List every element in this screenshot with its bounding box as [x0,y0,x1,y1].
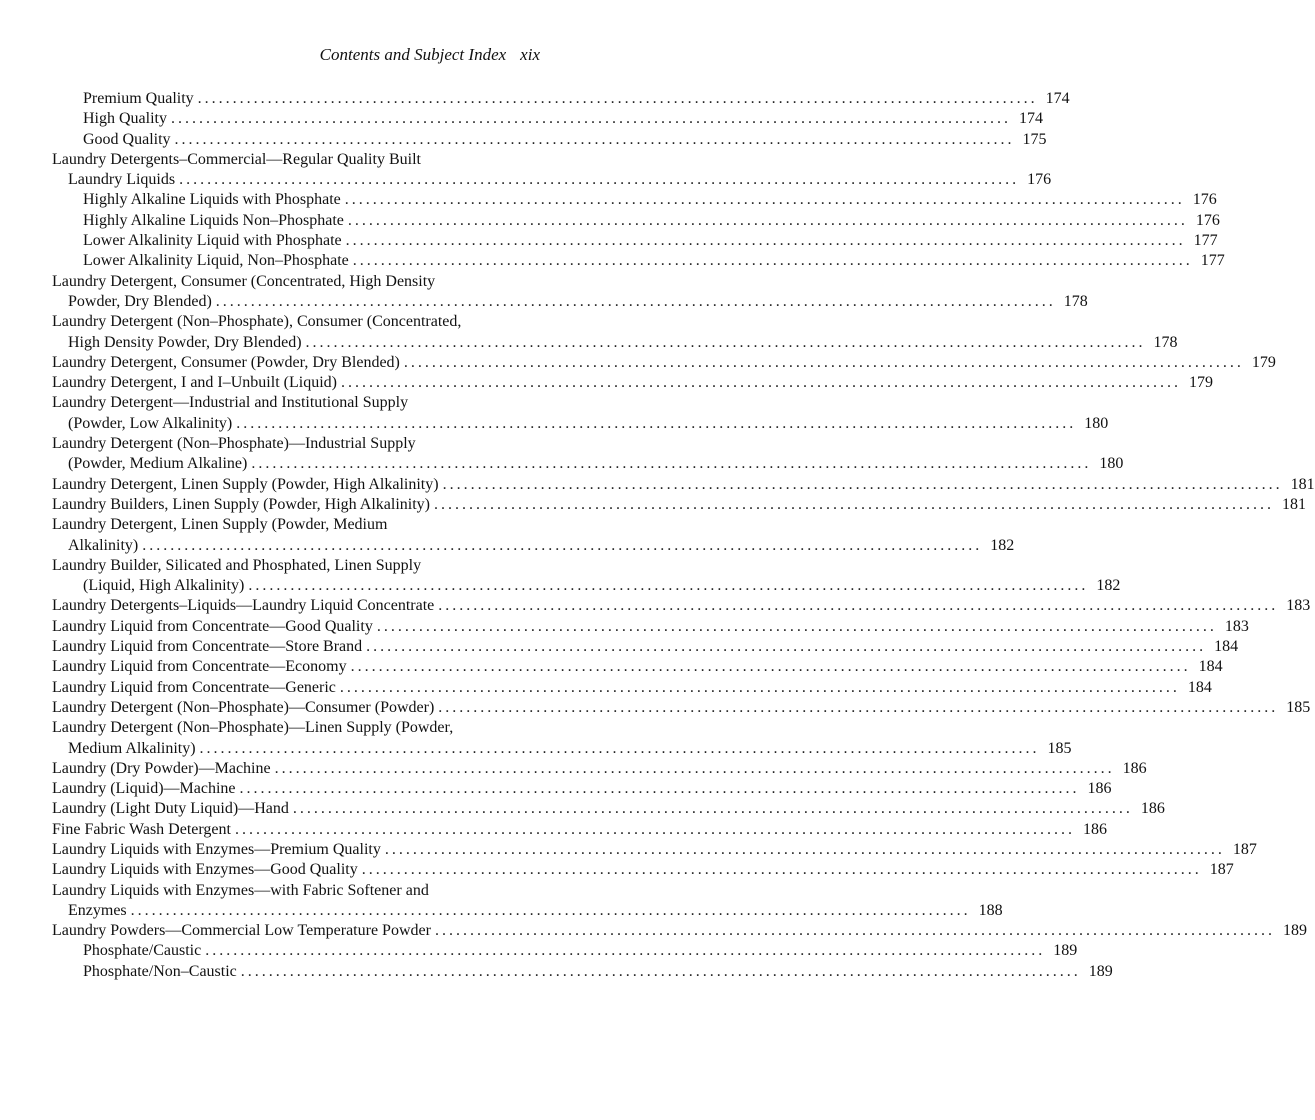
toc-entry-page: 179 [1188,374,1213,392]
toc-entry [52,414,1109,434]
toc-entry [52,698,1311,718]
dot-leader: ........................................................................................................................ [205,942,1046,960]
toc-entry [52,333,1178,353]
toc-entry-text: Laundry Builders, Linen Supply (Powder, High Alkalinity) [52,495,430,513]
toc-entry-text: Laundry (Liquid)—Machine [52,780,236,798]
toc-entry [52,434,540,454]
toc-entry [52,312,540,332]
toc-entry [52,89,1070,109]
toc-entry-page: 186 [1122,759,1147,777]
toc-entry [52,515,540,535]
toc-entry [52,150,540,170]
toc-entry-text: Lower Alkalinity Liquid, Non–Phosphate [83,252,349,270]
toc-entry-text: Laundry Detergent, Linen Supply (Powder, High Alkalinity) [52,475,439,493]
toc-entry-page: 174 [1019,110,1043,128]
toc-entry-text: Laundry Liquids with Enzymes—with Fabric Softener and [52,881,429,899]
toc-entry-text: Alkalinity) [68,536,139,554]
toc-entry-text: Powder, Dry Blended) [68,292,212,310]
toc-entry [52,556,540,576]
toc-entry-page: 183 [1224,617,1249,635]
toc-entry-text: Laundry Detergent, Consumer (Powder, Dry Blended) [52,353,400,371]
toc-entry-page: 186 [1140,800,1165,818]
dot-leader: ........................................................................................................................ [340,374,1181,392]
toc-entry [52,251,1225,271]
dot-leader: ........................................................................................................................ [240,962,1081,980]
toc-entry-text: Phosphate/Caustic [83,942,202,960]
toc-entry [52,292,1088,312]
dot-leader: ........................................................................................................................ [376,617,1217,635]
toc-entry-page: 182 [990,536,1015,554]
toc-entry [52,130,1047,150]
toc-entry-text: Laundry Liquid from Concentrate—Store Brand [52,638,363,656]
toc-entry-text: Premium Quality [83,90,194,107]
toc-entry-text: (Powder, Medium Alkaline) [68,455,248,473]
toc-entry-page: 179 [1251,353,1276,371]
dot-leader: ........................................................................................................................ [179,171,1020,189]
toc-entry [52,170,1052,190]
dot-leader: ........................................................................................................................ [234,820,1075,838]
toc-entry-text: Laundry Builder, Silicated and Phosphated, Linen Supply [52,556,422,574]
toc-entry-text: Laundry Detergent, Linen Supply (Powder, Medium [52,516,388,534]
toc-entry-text: Laundry Liquids with Enzymes—Good Quality [52,861,358,879]
toc-entry-text: Highly Alkaline Liquids with Phosphate [83,191,341,209]
toc-entry [52,109,1043,129]
toc-entry-text: Laundry Detergent (Non–Phosphate)—Industrial Supply [52,435,416,453]
toc-entry-page: 181 [1290,475,1315,493]
table-of-contents [52,89,1315,982]
toc-entry-page: 177 [1193,232,1218,250]
toc-entry [52,678,1212,698]
toc-entry-text: (Liquid, High Alkalinity) [83,577,245,595]
toc-entry-text: (Powder, Low Alkalinity) [68,414,233,432]
toc-entry-text: Laundry Liquid from Concentrate—Generic [52,678,336,696]
toc-entry-page: 175 [1022,130,1047,148]
dot-leader: ........................................................................................................................ [361,861,1202,879]
toc-entry-page: 186 [1082,820,1107,838]
dot-leader: ........................................................................................................................ [171,110,1011,128]
toc-entry [52,779,1112,799]
toc-entry-text: Laundry Detergent—Industrial and Institutional Supply [52,394,409,412]
toc-entry-page: 188 [978,901,1003,919]
dot-leader: ........................................................................................................................ [274,759,1115,777]
toc-entry-text: Laundry Detergents–Commercial—Regular Quality Built [52,150,421,168]
toc-entry [52,921,1307,941]
toc-entry [52,739,1072,759]
dot-leader: ........................................................................................................................ [339,678,1180,696]
toc-entry [52,353,1276,373]
toc-entry-page: 176 [1192,191,1217,209]
toc-entry-page: 181 [1281,495,1306,513]
toc-entry-page: 184 [1214,638,1239,656]
toc-entry-page: 178 [1063,292,1088,310]
toc-entry-page: 184 [1198,658,1223,676]
toc-entry-text: Laundry Detergent (Non–Phosphate)—Linen Supply (Powder, [52,719,454,737]
dot-leader: ........................................................................................................................ [366,638,1207,656]
toc-entry-page: 180 [1099,455,1124,473]
dot-leader: ........................................................................................................................ [197,90,1038,107]
toc-entry-page: 184 [1187,678,1212,696]
toc-entry-page: 189 [1282,922,1307,940]
toc-entry [52,272,540,292]
toc-entry [52,231,1218,251]
toc-entry [52,475,1315,495]
dot-leader: ........................................................................................................................ [236,414,1077,432]
toc-entry [52,211,1220,231]
dot-leader: ........................................................................................................................ [350,658,1191,676]
toc-entry-page: 189 [1088,962,1113,980]
dot-leader: ........................................................................................................................ [248,577,1089,595]
dot-leader: ........................................................................................................................ [142,536,983,554]
toc-entry-text: Laundry (Dry Powder)—Machine [52,759,271,777]
toc-entry-text: Laundry Liquid from Concentrate—Economy [52,658,347,676]
toc-entry-text: Laundry Detergent, I and I–Unbuilt (Liquid) [52,374,337,392]
toc-entry-text: Good Quality [83,130,171,148]
toc-entry [52,759,1147,779]
toc-entry-text: Fine Fabric Wash Detergent [52,820,231,838]
header-page-number: xix [520,45,540,64]
toc-entry-text: Laundry (Light Duty Liquid)—Hand [52,800,289,818]
toc-entry [52,962,1113,982]
toc-entry [52,820,1107,840]
toc-entry-page: 183 [1286,597,1311,615]
dot-leader: ........................................................................................................................ [434,922,1275,940]
toc-entry-text: High Density Powder, Dry Blended) [68,333,302,351]
dot-leader: ........................................................................................................................ [344,191,1185,209]
toc-entry-page: 187 [1209,861,1234,879]
dot-leader: ........................................................................................................................ [438,698,1279,716]
toc-entry [52,190,1217,210]
toc-entry [52,637,1239,657]
toc-entry [52,881,540,901]
toc-entry [52,495,1306,515]
toc-entry-text: Laundry Liquid from Concentrate—Good Quality [52,617,373,635]
toc-entry-text: Laundry Detergent (Non–Phosphate)—Consumer (Powder) [52,698,435,716]
toc-entry-page: 185 [1047,739,1072,757]
toc-entry [52,799,1165,819]
dot-leader: ........................................................................................................................ [199,739,1040,757]
dot-leader: ........................................................................................................................ [403,353,1244,371]
toc-entry [52,576,1121,596]
dot-leader: ........................................................................................................................ [433,495,1274,513]
toc-entry [52,941,1078,961]
toc-entry-text: Highly Alkaline Liquids Non–Phosphate [83,211,344,229]
dot-leader: ........................................................................................................................ [215,292,1056,310]
toc-entry-text: Laundry Detergent (Non–Phosphate), Consumer (Concentrated, [52,313,462,331]
header-title: Contents and Subject Index [319,45,507,64]
toc-entry-text: Laundry Liquids with Enzymes—Premium Quality [52,840,381,858]
toc-entry [52,454,1124,474]
dot-leader: ........................................................................................................................ [251,455,1092,473]
toc-entry [52,596,1311,616]
toc-entry-page: 189 [1053,942,1078,960]
dot-leader: ........................................................................................................................ [292,800,1133,818]
toc-entry [52,860,1234,880]
toc-entry-page: 180 [1084,414,1109,432]
toc-entry-page: 176 [1027,171,1052,189]
toc-entry [52,718,540,738]
toc-entry [52,536,1015,556]
toc-entry-text: Phosphate/Non–Caustic [83,962,237,980]
toc-entry-text: Enzymes [68,901,127,919]
toc-entry-text: Laundry Detergents–Liquids—Laundry Liquid Concentrate [52,597,435,615]
dot-leader: ........................................................................................................................ [174,130,1015,148]
toc-entry [52,393,540,413]
toc-entry-page: 185 [1286,698,1311,716]
toc-entry-page: 178 [1153,333,1178,351]
dot-leader: ........................................................................................................................ [442,475,1283,493]
dot-leader: ........................................................................................................................ [347,211,1188,229]
toc-entry-page: 177 [1200,252,1225,270]
toc-entry-page: 187 [1232,840,1257,858]
toc-entry-page: 176 [1195,211,1220,229]
toc-entry-page: 182 [1096,577,1121,595]
toc-entry-text: Laundry Detergent, Consumer (Concentrated, High Density [52,272,436,290]
toc-entry-text: Laundry Liquids [68,171,176,189]
toc-entry-page: 186 [1087,780,1112,798]
dot-leader: ........................................................................................................................ [345,232,1186,250]
toc-entry-text: Lower Alkalinity Liquid with Phosphate [83,232,342,250]
toc-entry-text: High Quality [83,110,167,128]
dot-leader: ........................................................................................................................ [438,597,1279,615]
dot-leader: ........................................................................................................................ [239,780,1080,798]
dot-leader: ........................................................................................................................ [384,840,1225,858]
dot-leader: ........................................................................................................................ [352,252,1193,270]
toc-entry-text: Laundry Powders—Commercial Low Temperature Powder [52,922,431,940]
toc-entry-text: Medium Alkalinity) [68,739,196,757]
running-header [52,44,540,66]
toc-entry [52,840,1257,860]
toc-entry [52,657,1223,677]
dot-leader: ........................................................................................................................ [305,333,1146,351]
dot-leader: ........................................................................................................................ [130,901,971,919]
toc-entry-page: 174 [1045,90,1070,107]
toc-entry [52,901,1003,921]
toc-entry [52,373,1213,393]
toc-entry [52,617,1249,637]
